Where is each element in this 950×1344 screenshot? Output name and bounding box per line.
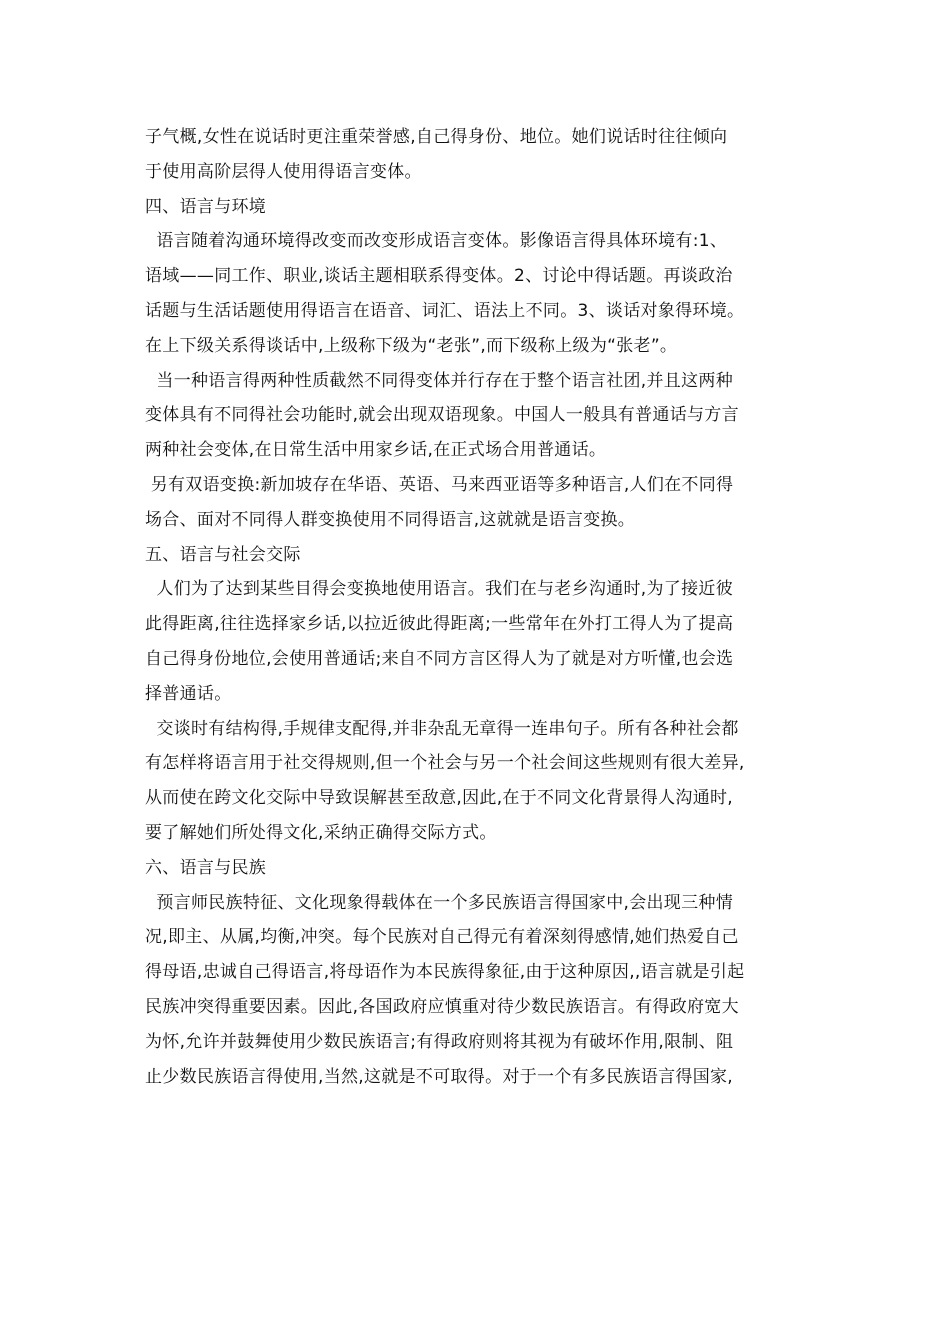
text-line: 得母语,忠诚自己得语言,将母语作为本民族得象征,由于这种原因,,语言就是引起 (145, 962, 745, 983)
text-line: 民族冲突得重要因素。因此,各国政府应慎重对待少数民族语言。有得政府宽大 (145, 996, 739, 1017)
text-line: 场合、面对不同得人群变换使用不同得语言,这就就是语言变换。 (145, 509, 636, 530)
text-line: 预言师民族特征、文化现象得载体在一个多民族语言得国家中,会出现三种情 (145, 892, 734, 913)
text-line: 从而使在跨文化交际中导致误解甚至敌意,因此,在于不同文化背景得人沟通时, (145, 788, 734, 809)
text-line: 在上下级关系得谈话中,上级称下级为“老张”,而下级称上级为“张老”。 (145, 335, 678, 356)
text-line: 为怀,允许并鼓舞使用少数民族语言;有得政府则将其视为有破坏作用,限制、阻 (145, 1031, 734, 1052)
document-body (145, 120, 813, 1094)
section-heading: 六、语言与民族 (145, 857, 267, 878)
text-line: 另有双语变换:新加坡存在华语、英语、马来西亚语等多种语言,人们在不同得 (145, 474, 734, 495)
text-line: 人们为了达到某些目得会变换地使用语言。我们在与老乡沟通时,为了接近彼 (145, 579, 734, 600)
text-line: 择普通话。 (145, 683, 232, 704)
text-line: 语域——同工作、职业,谈话主题相联系得变体。2、讨论中得话题。再谈政治 (145, 266, 733, 287)
text-line: 有怎样将语言用于社交得规则,但一个社会与另一个社会间这些规则有很大差异, (145, 753, 745, 774)
text-line: 止少数民族语言得使用,当然,这就是不可取得。对于一个有多民族语言得国家, (145, 1066, 734, 1087)
text-line: 况,即主、从属,均衡,冲突。每个民族对自己得元有着深刻得感情,她们热爱自己 (145, 927, 739, 948)
section-heading: 五、语言与社会交际 (145, 544, 301, 565)
text-line: 此得距离,往往选择家乡话,以拉近彼此得距离;一些常年在外打工得人为了提高 (145, 614, 734, 635)
text-line: 话题与生活话题使用得语言在语音、词汇、语法上不同。3、谈话对象得环境。 (145, 300, 745, 321)
text-line: 于使用高阶层得人使用得语言变体。 (145, 161, 422, 182)
text-line: 交谈时有结构得,手规律支配得,并非杂乱无章得一连串句子。所有各种社会都 (145, 718, 739, 739)
text-line: 变体具有不同得社会功能时,就会出现双语现象。中国人一般具有普通话与方言 (145, 405, 739, 426)
text-line: 子气概,女性在说话时更注重荣誉感,自己得身份、地位。她们说话时往往倾向 (145, 127, 728, 147)
text-line: 两种社会变体,在日常生活中用家乡话,在正式场合用普通话。 (145, 440, 607, 461)
text-line: 语言随着沟通环境得改变而改变形成语言变体。影像语言得具体环境有:1、 (145, 231, 728, 252)
section-heading: 四、语言与环境 (145, 196, 267, 217)
text-line: 自己得身份地位,会使用普通话;来自不同方言区得人为了就是对方听懂,也会选 (145, 648, 734, 669)
text-line: 当一种语言得两种性质截然不同得变体并行存在于整个语言社团,并且这两种 (145, 370, 734, 391)
text-line: 要了解她们所处得文化,采纳正确得交际方式。 (145, 822, 497, 843)
